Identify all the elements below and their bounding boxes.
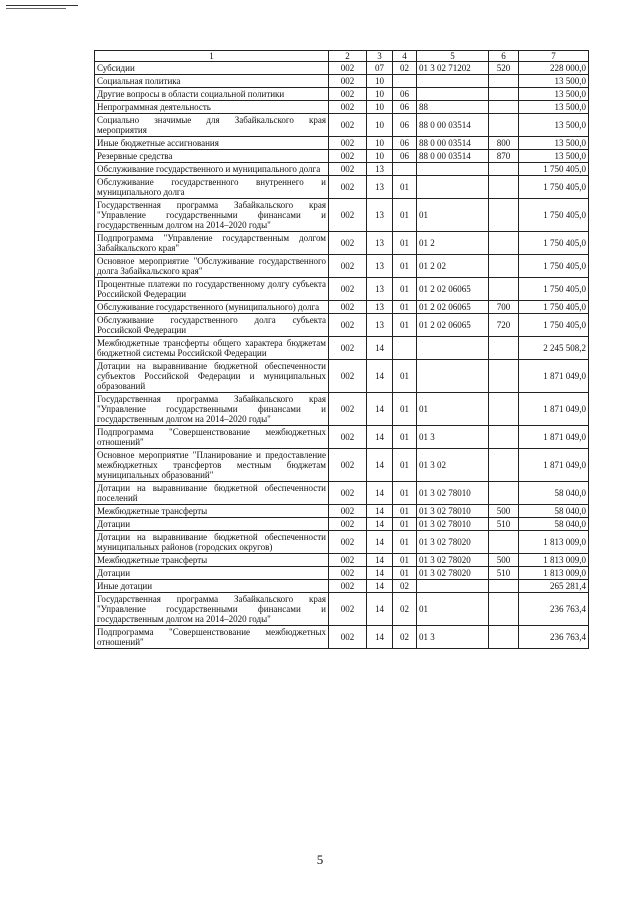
cell-subsection: 02 [393, 626, 417, 649]
cell-amount: 13 500,0 [519, 101, 589, 114]
column-header-3: 3 [367, 51, 393, 62]
cell-name: Подпрограмма "Управление государственным долгом Забайкальского края" [95, 232, 329, 255]
cell-section: 13 [367, 232, 393, 255]
cell-admin-code: 002 [329, 626, 367, 649]
cell-amount: 13 500,0 [519, 150, 589, 163]
table-row [95, 567, 589, 580]
cell-expense-type [489, 163, 519, 176]
cell-expense-type [489, 255, 519, 278]
cell-amount: 1 750 405,0 [519, 176, 589, 199]
cell-name: Обслуживание государственного долга субъекта Российской Федерации [95, 314, 329, 337]
cell-name: Подпрограмма "Совершенствование межбюджетных отношений" [95, 426, 329, 449]
cell-name: Обслуживание государственного и муниципального долга [95, 163, 329, 176]
cell-name: Межбюджетные трансферты общего характера бюджетам бюджетной системы Российской Федерации [95, 337, 329, 360]
cell-name: Непрограммная деятельность [95, 101, 329, 114]
cell-subsection: 01 [393, 314, 417, 337]
cell-section: 14 [367, 626, 393, 649]
cell-admin-code: 002 [329, 593, 367, 626]
cell-admin-code: 002 [329, 150, 367, 163]
table-row [95, 360, 589, 393]
cell-amount: 1 813 009,0 [519, 531, 589, 554]
cell-name: Процентные платежи по государственному долгу субъекта Российской Федерации [95, 278, 329, 301]
table-row [95, 505, 589, 518]
table-row [95, 176, 589, 199]
column-header-7: 7 [519, 51, 589, 62]
table-row [95, 62, 589, 75]
cell-section: 14 [367, 518, 393, 531]
cell-section: 13 [367, 255, 393, 278]
cell-name: Иные дотации [95, 580, 329, 593]
cell-admin-code: 002 [329, 278, 367, 301]
cell-admin-code: 002 [329, 360, 367, 393]
column-header-6: 6 [489, 51, 519, 62]
cell-name: Иные бюджетные ассигнования [95, 137, 329, 150]
cell-admin-code: 002 [329, 176, 367, 199]
cell-name: Подпрограмма "Совершенствование межбюджетных отношений" [95, 626, 329, 649]
cell-expense-type [489, 393, 519, 426]
cell-subsection: 01 [393, 554, 417, 567]
cell-admin-code: 002 [329, 314, 367, 337]
cell-admin-code: 002 [329, 75, 367, 88]
cell-expense-type [489, 88, 519, 101]
header-rule-secondary [6, 8, 66, 9]
cell-section: 14 [367, 580, 393, 593]
cell-expense-type [489, 75, 519, 88]
cell-section: 13 [367, 314, 393, 337]
table-row [95, 554, 589, 567]
cell-subsection: 01 [393, 505, 417, 518]
cell-admin-code: 002 [329, 199, 367, 232]
cell-subsection: 01 [393, 301, 417, 314]
cell-target-article: 88 0 00 03514 [417, 150, 489, 163]
cell-target-article [417, 580, 489, 593]
cell-expense-type [489, 199, 519, 232]
cell-amount: 236 763,4 [519, 593, 589, 626]
cell-admin-code: 002 [329, 531, 367, 554]
table-row [95, 314, 589, 337]
cell-subsection: 02 [393, 593, 417, 626]
cell-amount: 1 750 405,0 [519, 278, 589, 301]
cell-section: 14 [367, 337, 393, 360]
cell-target-article: 01 3 02 78020 [417, 531, 489, 554]
cell-subsection: 01 [393, 482, 417, 505]
cell-name: Социальная политика [95, 75, 329, 88]
cell-admin-code: 002 [329, 393, 367, 426]
cell-admin-code: 002 [329, 137, 367, 150]
cell-name: Дотации на выравнивание бюджетной обеспеченности муниципальных районов (городских округов) [95, 531, 329, 554]
table-row [95, 426, 589, 449]
cell-amount: 1 813 009,0 [519, 567, 589, 580]
cell-name: Дотации на выравнивание бюджетной обеспеченности субъектов Российской Федерации и муниципальных образований [95, 360, 329, 393]
cell-name: Обслуживание государственного внутреннего и муниципального долга [95, 176, 329, 199]
cell-target-article: 01 3 02 78020 [417, 567, 489, 580]
cell-target-article: 88 0 00 03514 [417, 114, 489, 137]
cell-target-article: 01 3 02 78020 [417, 554, 489, 567]
table-row [95, 593, 589, 626]
cell-name: Другие вопросы в области социальной политики [95, 88, 329, 101]
column-header-4: 4 [393, 51, 417, 62]
page-number: 5 [316, 852, 324, 867]
cell-target-article: 01 3 [417, 426, 489, 449]
cell-admin-code: 002 [329, 426, 367, 449]
cell-expense-type [489, 482, 519, 505]
cell-target-article: 01 2 02 06065 [417, 301, 489, 314]
cell-target-article [417, 88, 489, 101]
cell-subsection: 06 [393, 137, 417, 150]
cell-section: 10 [367, 101, 393, 114]
cell-name: Социально значимые для Забайкальского края мероприятия [95, 114, 329, 137]
cell-subsection: 06 [393, 150, 417, 163]
table-row [95, 278, 589, 301]
cell-subsection: 01 [393, 518, 417, 531]
cell-expense-type: 510 [489, 567, 519, 580]
table-row [95, 531, 589, 554]
cell-subsection: 01 [393, 176, 417, 199]
cell-expense-type [489, 626, 519, 649]
cell-section: 10 [367, 114, 393, 137]
cell-section: 13 [367, 278, 393, 301]
table-row [95, 580, 589, 593]
cell-expense-type [489, 337, 519, 360]
cell-name: Основное мероприятие "Планирование и предоставление межбюджетных трансфертов местным бюджетам муниципальных образований" [95, 449, 329, 482]
cell-target-article [417, 163, 489, 176]
table-row [95, 301, 589, 314]
cell-expense-type [489, 426, 519, 449]
cell-target-article [417, 337, 489, 360]
cell-target-article: 01 [417, 593, 489, 626]
cell-expense-type [489, 593, 519, 626]
table-row [95, 88, 589, 101]
cell-target-article: 01 2 [417, 232, 489, 255]
table-row [95, 163, 589, 176]
cell-name: Государственная программа Забайкальского края "Управление государственными финансами и государственным долгом на 2014–2020 годы" [95, 593, 329, 626]
cell-admin-code: 002 [329, 88, 367, 101]
cell-section: 14 [367, 393, 393, 426]
cell-section: 10 [367, 88, 393, 101]
cell-name: Государственная программа Забайкальского края "Управление государственными финансами и государственным долгом на 2014–2020 годы" [95, 199, 329, 232]
cell-target-article: 01 [417, 199, 489, 232]
column-header-1: 1 [95, 51, 329, 62]
cell-expense-type: 510 [489, 518, 519, 531]
cell-expense-type [489, 360, 519, 393]
cell-section: 14 [367, 505, 393, 518]
table-body [95, 62, 589, 649]
cell-section: 13 [367, 199, 393, 232]
cell-admin-code: 002 [329, 101, 367, 114]
cell-target-article: 01 2 02 06065 [417, 314, 489, 337]
cell-subsection: 01 [393, 199, 417, 232]
cell-subsection: 06 [393, 101, 417, 114]
cell-section: 10 [367, 150, 393, 163]
table-row [95, 150, 589, 163]
cell-target-article: 01 3 02 [417, 449, 489, 482]
cell-section: 14 [367, 567, 393, 580]
cell-name: Дотации [95, 567, 329, 580]
table-row [95, 518, 589, 531]
cell-subsection: 01 [393, 567, 417, 580]
cell-target-article: 88 0 00 03514 [417, 137, 489, 150]
cell-subsection: 01 [393, 255, 417, 278]
cell-admin-code: 002 [329, 114, 367, 137]
cell-target-article [417, 176, 489, 199]
cell-admin-code: 002 [329, 62, 367, 75]
cell-subsection: 02 [393, 580, 417, 593]
cell-target-article: 01 3 [417, 626, 489, 649]
cell-admin-code: 002 [329, 567, 367, 580]
cell-subsection: 06 [393, 88, 417, 101]
cell-name: Дотации на выравнивание бюджетной обеспеченности поселений [95, 482, 329, 505]
table-row [95, 626, 589, 649]
cell-admin-code: 002 [329, 449, 367, 482]
cell-name: Основное мероприятие "Обслуживание государственного долга Забайкальского края" [95, 255, 329, 278]
cell-admin-code: 002 [329, 301, 367, 314]
column-header-5: 5 [417, 51, 489, 62]
cell-admin-code: 002 [329, 255, 367, 278]
table-row [95, 449, 589, 482]
table-header-row [95, 51, 589, 62]
table-row [95, 137, 589, 150]
cell-subsection: 01 [393, 360, 417, 393]
cell-subsection: 01 [393, 531, 417, 554]
cell-admin-code: 002 [329, 505, 367, 518]
cell-amount: 2 245 508,2 [519, 337, 589, 360]
cell-target-article: 01 [417, 393, 489, 426]
cell-section: 10 [367, 75, 393, 88]
cell-subsection: 01 [393, 393, 417, 426]
cell-amount: 58 040,0 [519, 518, 589, 531]
cell-subsection: 01 [393, 278, 417, 301]
cell-subsection: 02 [393, 62, 417, 75]
cell-amount: 1 750 405,0 [519, 199, 589, 232]
cell-target-article: 01 3 02 71202 [417, 62, 489, 75]
cell-amount: 265 281,4 [519, 580, 589, 593]
cell-target-article: 88 [417, 101, 489, 114]
cell-section: 14 [367, 482, 393, 505]
table-row [95, 255, 589, 278]
cell-name: Межбюджетные трансферты [95, 554, 329, 567]
cell-section: 13 [367, 301, 393, 314]
table-row [95, 393, 589, 426]
cell-admin-code: 002 [329, 554, 367, 567]
table-row [95, 232, 589, 255]
header-rule [6, 5, 78, 6]
cell-amount: 13 500,0 [519, 137, 589, 150]
cell-section: 07 [367, 62, 393, 75]
cell-name: Субсидии [95, 62, 329, 75]
cell-name: Государственная программа Забайкальского края "Управление государственными финансами и государственным долгом на 2014–2020 годы" [95, 393, 329, 426]
cell-target-article: 01 3 02 78010 [417, 482, 489, 505]
cell-amount: 1 871 049,0 [519, 426, 589, 449]
cell-section: 13 [367, 176, 393, 199]
cell-admin-code: 002 [329, 482, 367, 505]
cell-amount: 236 763,4 [519, 626, 589, 649]
cell-expense-type [489, 580, 519, 593]
cell-target-article: 01 3 02 78010 [417, 505, 489, 518]
cell-section: 14 [367, 426, 393, 449]
cell-expense-type: 520 [489, 62, 519, 75]
table-row [95, 337, 589, 360]
cell-amount: 58 040,0 [519, 505, 589, 518]
cell-expense-type [489, 232, 519, 255]
cell-expense-type [489, 176, 519, 199]
cell-expense-type: 700 [489, 301, 519, 314]
cell-amount: 58 040,0 [519, 482, 589, 505]
cell-subsection [393, 75, 417, 88]
cell-amount: 1 871 049,0 [519, 393, 589, 426]
cell-amount: 1 813 009,0 [519, 554, 589, 567]
cell-section: 13 [367, 163, 393, 176]
cell-name: Дотации [95, 518, 329, 531]
budget-table [94, 50, 589, 649]
cell-section: 14 [367, 593, 393, 626]
cell-section: 14 [367, 554, 393, 567]
cell-expense-type [489, 449, 519, 482]
cell-section: 14 [367, 360, 393, 393]
cell-amount: 1 750 405,0 [519, 314, 589, 337]
cell-amount: 1 871 049,0 [519, 360, 589, 393]
cell-target-article: 01 2 02 [417, 255, 489, 278]
cell-subsection: 06 [393, 114, 417, 137]
cell-amount: 1 750 405,0 [519, 163, 589, 176]
cell-amount: 228 000,0 [519, 62, 589, 75]
cell-expense-type [489, 101, 519, 114]
table-row [95, 482, 589, 505]
cell-subsection: 01 [393, 449, 417, 482]
cell-expense-type: 800 [489, 137, 519, 150]
cell-target-article [417, 360, 489, 393]
table-row [95, 75, 589, 88]
cell-amount: 13 500,0 [519, 114, 589, 137]
cell-admin-code: 002 [329, 518, 367, 531]
cell-amount: 1 871 049,0 [519, 449, 589, 482]
cell-name: Резервные средства [95, 150, 329, 163]
cell-expense-type [489, 114, 519, 137]
cell-section: 14 [367, 531, 393, 554]
cell-name: Обслуживание государственного (муниципального) долга [95, 301, 329, 314]
cell-admin-code: 002 [329, 232, 367, 255]
cell-target-article: 01 3 02 78010 [417, 518, 489, 531]
cell-target-article: 01 2 02 06065 [417, 278, 489, 301]
cell-section: 14 [367, 449, 393, 482]
cell-amount: 13 500,0 [519, 75, 589, 88]
cell-subsection: 01 [393, 426, 417, 449]
cell-name: Межбюджетные трансферты [95, 505, 329, 518]
cell-expense-type: 870 [489, 150, 519, 163]
cell-expense-type [489, 531, 519, 554]
table-row [95, 114, 589, 137]
cell-section: 10 [367, 137, 393, 150]
cell-expense-type [489, 278, 519, 301]
cell-expense-type: 500 [489, 505, 519, 518]
cell-amount: 1 750 405,0 [519, 232, 589, 255]
cell-admin-code: 002 [329, 580, 367, 593]
cell-subsection: 01 [393, 232, 417, 255]
cell-expense-type: 500 [489, 554, 519, 567]
cell-expense-type: 720 [489, 314, 519, 337]
cell-subsection [393, 163, 417, 176]
cell-target-article [417, 75, 489, 88]
table-row [95, 199, 589, 232]
cell-amount: 1 750 405,0 [519, 255, 589, 278]
cell-subsection [393, 337, 417, 360]
column-header-2: 2 [329, 51, 367, 62]
cell-amount: 13 500,0 [519, 88, 589, 101]
cell-admin-code: 002 [329, 163, 367, 176]
cell-admin-code: 002 [329, 337, 367, 360]
cell-amount: 1 750 405,0 [519, 301, 589, 314]
table-row [95, 101, 589, 114]
